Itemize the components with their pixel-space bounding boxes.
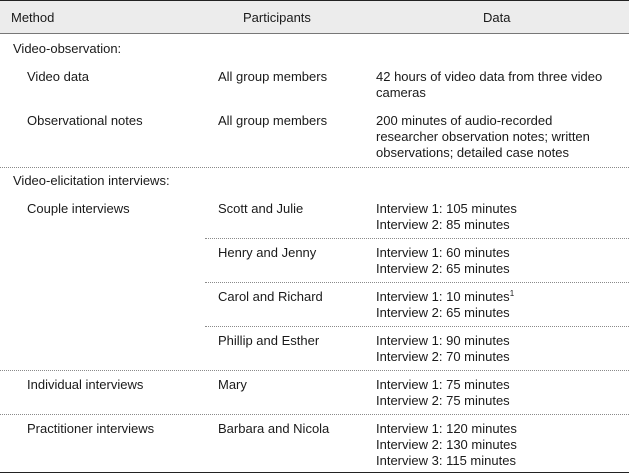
participants-barbara-nicola: Barbara and Nicola	[218, 421, 330, 436]
data-observational-notes-line3: observations; detailed case notes	[376, 145, 569, 160]
data-phillip-esther-line1: Interview 1: 90 minutes	[376, 333, 510, 348]
header-participants: Participants	[243, 10, 311, 25]
header-method: Method	[11, 10, 55, 25]
data-mary-line2: Interview 2: 75 minutes	[376, 393, 510, 408]
divider	[205, 326, 629, 327]
data-carol-richard-line1-text: Interview 1: 10 minutes	[376, 289, 510, 304]
data-barbara-nicola-line2: Interview 2: 130 minutes	[376, 437, 517, 452]
divider	[0, 167, 629, 168]
participants-henry-jenny: Henry and Jenny	[218, 245, 317, 260]
data-henry-jenny-line1: Interview 1: 60 minutes	[376, 245, 510, 260]
data-phillip-esther-line2: Interview 2: 70 minutes	[376, 349, 510, 364]
participants-video-data: All group members	[218, 69, 328, 84]
method-observational-notes: Observational notes	[27, 113, 143, 128]
data-barbara-nicola-line3: Interview 3: 115 minutes	[376, 453, 516, 468]
section-label-video-observation: Video-observation:	[13, 41, 122, 56]
data-carol-richard-line1	[376, 289, 514, 305]
data-henry-jenny-line2: Interview 2: 65 minutes	[376, 261, 510, 276]
participants-phillip-esther: Phillip and Esther	[218, 333, 320, 348]
divider	[205, 238, 629, 239]
method-video-data: Video data	[27, 69, 89, 84]
data-observational-notes-line1: 200 minutes of audio-recorded	[376, 113, 553, 128]
table-header	[0, 0, 629, 34]
method-practitioner-interviews: Practitioner interviews	[27, 421, 155, 436]
participants-scott-julie: Scott and Julie	[218, 201, 304, 216]
method-individual-interviews: Individual interviews	[27, 377, 144, 392]
section-label-video-elicitation: Video-elicitation interviews:	[13, 173, 170, 188]
divider	[0, 414, 629, 415]
participants-observational-notes: All group members	[218, 113, 328, 128]
data-scott-julie-line2: Interview 2: 85 minutes	[376, 217, 510, 232]
divider	[205, 282, 629, 283]
data-video-data-line1: 42 hours of video data from three video	[376, 69, 603, 84]
data-barbara-nicola-line1: Interview 1: 120 minutes	[376, 421, 517, 436]
participants-carol-richard: Carol and Richard	[218, 289, 323, 304]
data-carol-richard-line2: Interview 2: 65 minutes	[376, 305, 510, 320]
data-observational-notes-line2: researcher observation notes; written	[376, 129, 590, 144]
data-mary-line1: Interview 1: 75 minutes	[376, 377, 510, 392]
data-video-data-line2: cameras	[376, 85, 426, 100]
footnote-marker: 1	[509, 289, 515, 298]
method-couple-interviews: Couple interviews	[27, 201, 130, 216]
table-bottom-rule	[0, 472, 629, 473]
divider	[0, 370, 629, 371]
header-data: Data	[483, 10, 511, 25]
data-scott-julie-line1: Interview 1: 105 minutes	[376, 201, 517, 216]
participants-mary: Mary	[218, 377, 247, 392]
